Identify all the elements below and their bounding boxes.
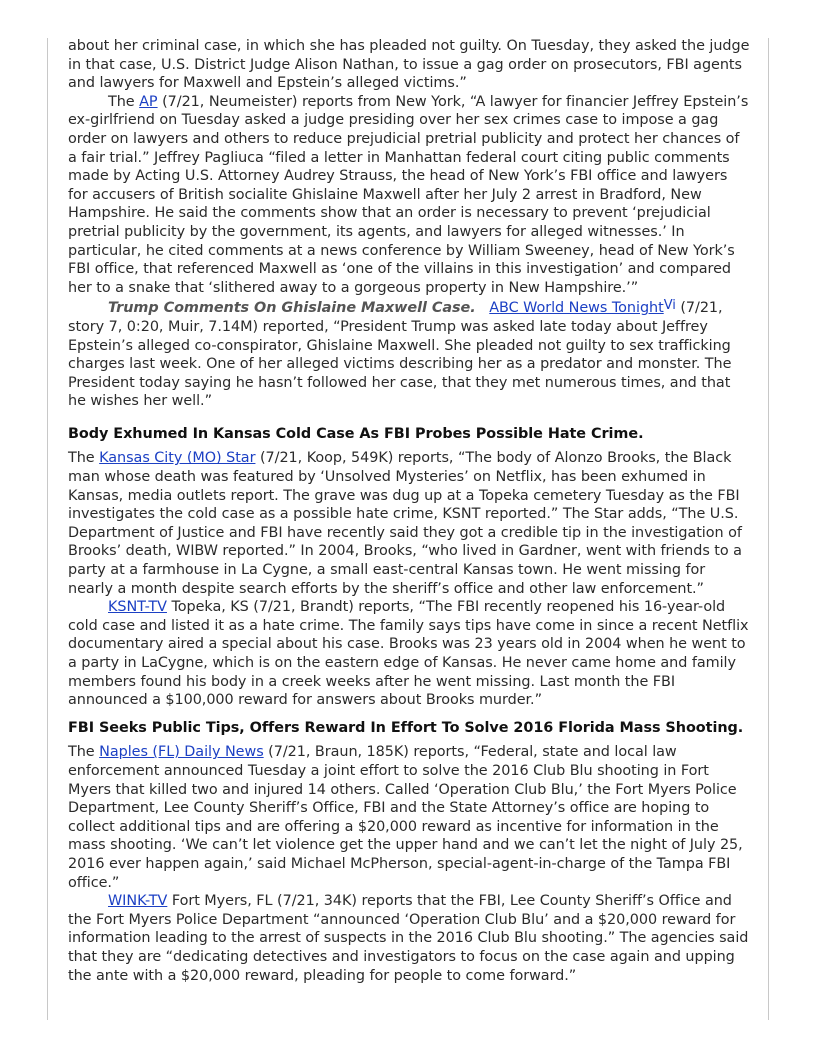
paragraph-text: (7/21, story 7, 0:20, Muir, 7.14M) reported, “President Trump was asked late today about Jeffrey Epstein’s alleged co-conspirator, Ghislaine Maxwell. She pleaded not guilty to sex trafficking charges last week. One of her alleged victims describing her as a predator and monster. The President today saying he hasn’t followed her case, that they met numerous times, and that he wishes her well.” <box>68 300 732 410</box>
paragraph-text: (7/21, Braun, 185K) reports, “Federal, state and local law enforcement announced Tuesday a joint effort to solve the 2016 Club Blu shooting in Fort Myers that killed two and injured 14 others. Called ‘Operation Club Blu,’ the Fort Myers Police Department, Lee County Sheriff’s Office, FBI and the State Attorney’s office are hoping to collect additional tips and are offering a $20,000 reward as incentive for information in the mass shooting. ‘We can’t let violence get the upper hand and we can’t let the night of July 25, 2016 ever happen again,’ said Michael McPherson, special-agent-in-charge of the Tampa FBI office.” <box>68 744 743 891</box>
paragraph-kansas-city-star <box>68 449 750 598</box>
left-margin-rule <box>47 38 48 1020</box>
paragraph-text: Topeka, KS (7/21, Brandt) reports, “The FBI recently reopened his 16-year-old cold case and listed it as a hate crime. The family says tips have come in since a recent Netflix documentary aired a special about his case. Brooks was 23 years old in 2004 when he went to a party in LaCygne, which is on the eastern edge of Kansas. He never came home and family members found his body in a creek weeks after he went missing. Last month the FBI announced a $100,000 reward for answers about Brooks murder.” <box>68 599 749 709</box>
subheading-trump-comments: Trump Comments On Ghislaine Maxwell Case. <box>108 300 476 317</box>
paragraph-text: Fort Myers, FL (7/21, 34K) reports that the FBI, Lee County Sheriff’s Office and the Fort Myers Police Department “announced ‘Operation Club Blu’ and a $20,000 reward for information leading to the arrest of suspects in the 2016 Club Blu shooting.” The agencies said that they are “dedicating detectives and investigators to focus on the case again and upping the ante with a $20,000 reward, pleading for people to come forward.” <box>68 893 749 984</box>
source-link-wink-tv[interactable]: WINK-TV <box>108 893 168 910</box>
paragraph-prefix: The <box>68 744 100 761</box>
paragraph-trump-comments <box>68 297 750 411</box>
paragraph-wink-tv <box>68 892 750 985</box>
paragraph-prefix: The <box>108 93 140 110</box>
paragraph-maxwell-continuation: about her criminal case, in which she has pleaded not guilty. On Tuesday, they asked the judge in that case, U.S. District Judge Alison Nathan, to issue a gag order on prosecutors, FBI agents and lawyers for Maxwell and Epstein’s alleged victims.” <box>68 38 750 92</box>
headline-florida-mass-shooting: FBI Seeks Public Tips, Offers Reward In Effort To Solve 2016 Florida Mass Shooting. <box>68 719 744 736</box>
paragraph-text: (7/21, Neumeister) reports from New York, “A lawyer for financier Jeffrey Epstein’s ex-girlfriend on Tuesday asked a judge presiding over her sex crimes case to impose a gag order on lawyers and others to reduce prejudicial pretrial publicity and protect her chances of a fair trial.” Jeffrey Pagliuca “filed a letter in Manhattan federal court citing public comments made by Acting U.S. Attorney Audrey Strauss, the head of New York’s FBI office and lawyers for accusers of British socialite Ghislaine Maxwell after her July 2 arrest in Bradford, New Hampshire. He said the comments show that an order is necessary to prevent ‘prejudicial pretrial publicity by the government, its agents, and lawyers for alleged witnesses.’ In particular, he cited comments at a news conference by William Sweeney, head of New York’s FBI office, that referenced Maxwell as ‘one of the villains in this investigation’ and compared her to a snake that ‘slithered away to a gorgeous property in New Hampshire.’” <box>68 93 749 296</box>
source-link-naples-daily-news[interactable]: Naples (FL) Daily News <box>99 744 264 761</box>
paragraph-text: (7/21, Koop, 549K) reports, “The body of Alonzo Brooks, the Black man whose death was featured by ‘Unsolved Mysteries’ on Netflix, has been exhumed in Kansas, media outlets report. The grave was dug up at a Topeka cemetery Tuesday as the FBI investigates the cold case as a possible hate crime, KSNT reported.” The Star adds, “The U.S. Department of Justice and FBI have recently said they got a credible tip in the investigation of Brooks’ death, WIBW reported.” In 2004, Brooks, “who lived in Gardner, went with friends to a party at a farmhouse in La Cygne, a small east-central Kansas town. He went missing for nearly a month despite search efforts by the sheriff’s office and other law enforcement.” <box>68 450 742 597</box>
video-marker[interactable]: Vi <box>663 298 676 314</box>
headline-kansas-cold-case: Body Exhumed In Kansas Cold Case As FBI Probes Possible Hate Crime. <box>68 425 644 442</box>
source-link-kansas-city-star[interactable]: Kansas City (MO) Star <box>99 450 256 467</box>
source-link-ksnt-tv[interactable]: KSNT-TV <box>108 599 167 616</box>
right-margin-rule <box>768 38 769 1020</box>
paragraph-ap-report <box>68 93 750 298</box>
document-body <box>68 37 750 985</box>
paragraph-prefix: The <box>68 450 100 467</box>
paragraph-ksnt-tv <box>68 598 750 710</box>
source-link-abc-world-news-tonight[interactable]: ABC World News Tonight <box>489 300 664 317</box>
paragraph-naples-daily-news <box>68 743 750 892</box>
source-link-ap[interactable]: AP <box>139 93 158 110</box>
